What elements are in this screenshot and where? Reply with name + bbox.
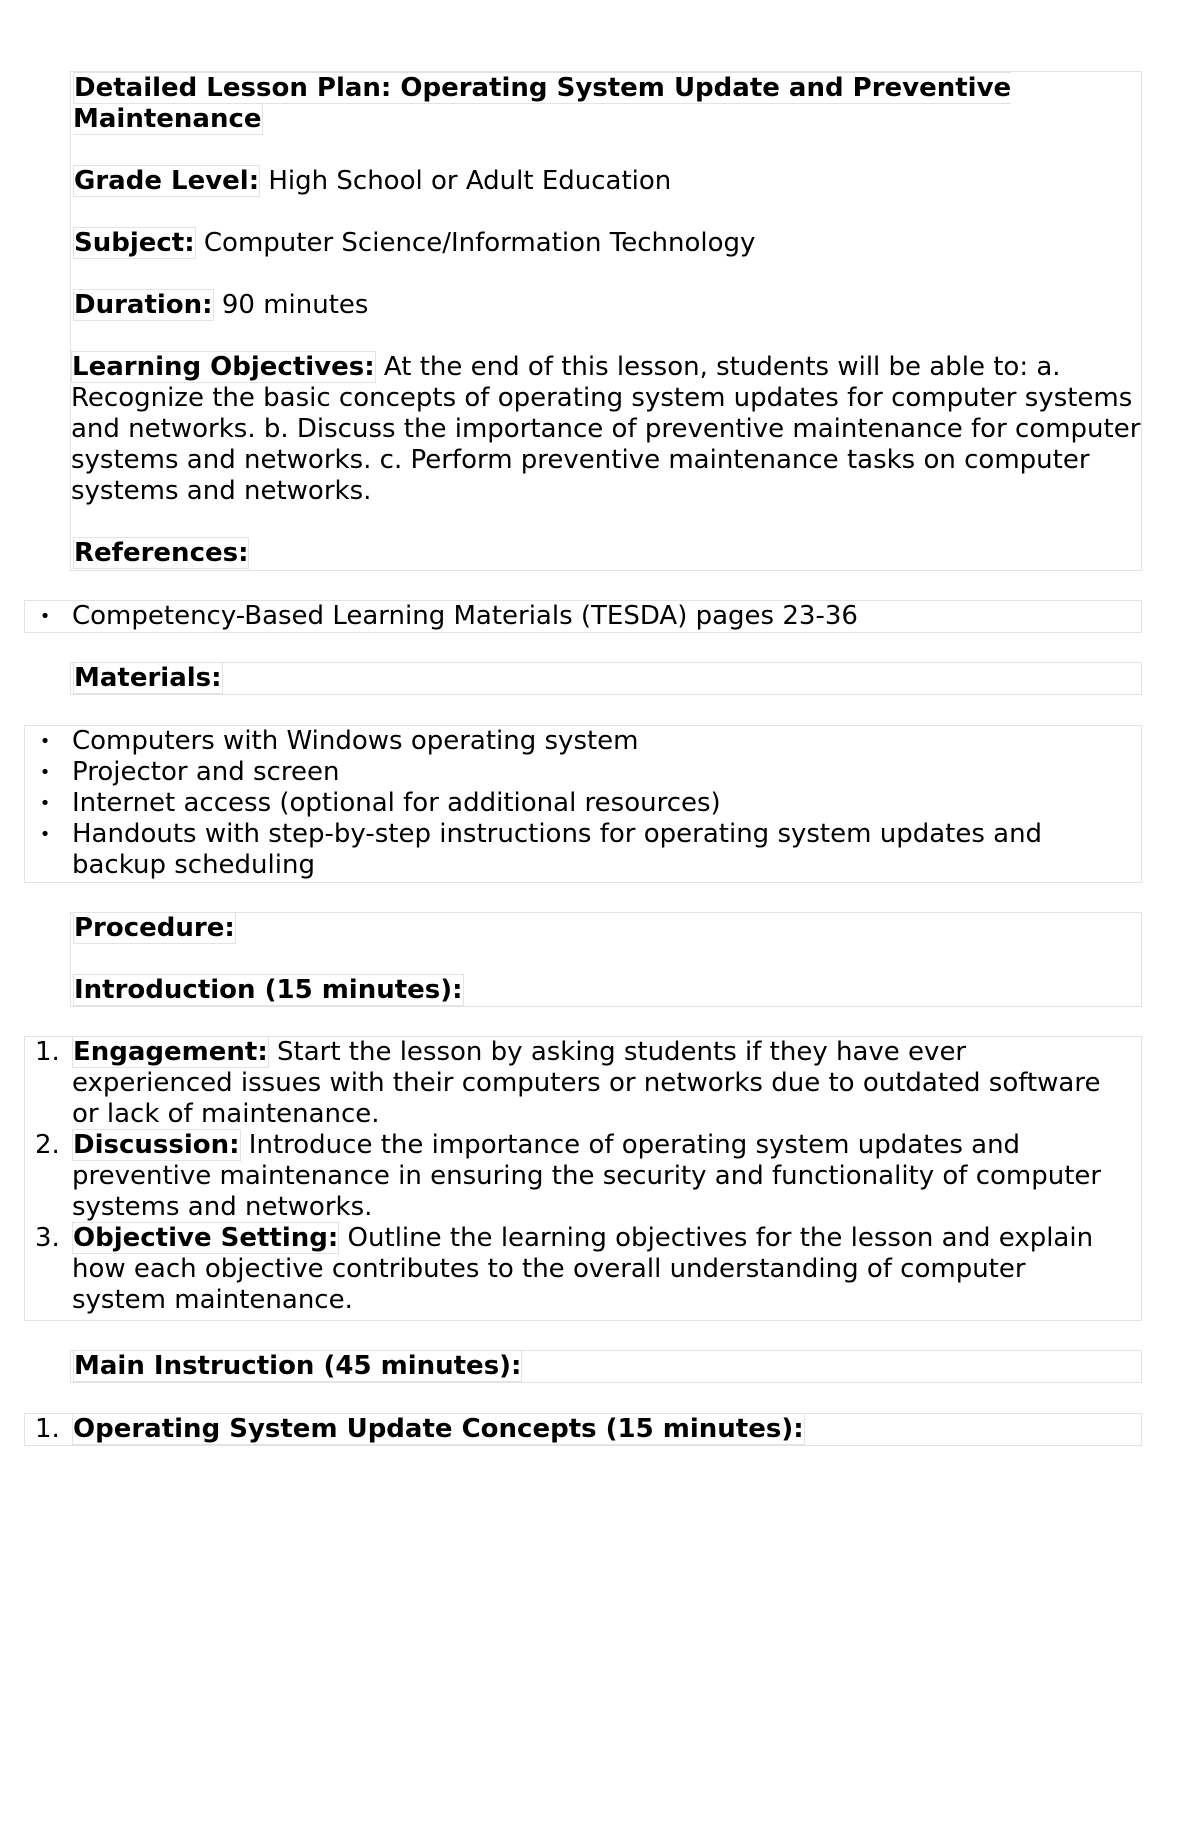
- main-instruction-list: [24, 1413, 1142, 1446]
- introduction-label: Introduction (15 minutes):: [74, 975, 463, 1005]
- references-heading: [73, 538, 1141, 569]
- bullet-icon: •: [39, 793, 51, 814]
- item-label: Operating System Update Concepts (15 minutes):: [73, 1414, 804, 1444]
- list-item: [25, 788, 1141, 819]
- subject-row: [73, 228, 1141, 259]
- grade-level-label: Grade Level:: [74, 166, 260, 196]
- list-item: [25, 1037, 1127, 1130]
- list-item: [25, 726, 1141, 757]
- reference-text: Competency-Based Learning Materials (TESDA) pages 23-36: [72, 601, 858, 631]
- duration-value: 90 minutes: [213, 290, 369, 320]
- item-text: Introduce the importance of operating system updates and preventive maintenance in ensuring the security and functionality of computer systems and networks.: [72, 1130, 1102, 1222]
- materials-heading: [70, 662, 1142, 695]
- bullet-icon: •: [39, 731, 51, 752]
- procedure-label: Procedure:: [74, 913, 235, 943]
- item-text: Start the lesson by asking students if they have ever experienced issues with their computers or networks due to outdated software or lack of maintenance.: [72, 1037, 1101, 1129]
- grade-level-value: High School or Adult Education: [260, 166, 672, 196]
- item-number: 2.: [35, 1130, 60, 1160]
- title-text: Detailed Lesson Plan: Operating System Update and Preventive Maintenance: [73, 73, 1012, 134]
- item-label: Engagement:: [73, 1037, 268, 1067]
- references-list: [24, 600, 1142, 633]
- materials-list: [24, 725, 1142, 883]
- list-item: [25, 1130, 1127, 1223]
- list-item: [25, 1223, 1127, 1316]
- bullet-icon: •: [39, 824, 51, 845]
- duration-row: [73, 290, 1141, 321]
- list-item: [25, 601, 1141, 632]
- duration-label: Duration:: [74, 290, 213, 320]
- procedure-heading: [73, 913, 1141, 944]
- material-text: Internet access (optional for additional resources): [72, 788, 721, 818]
- list-item: [25, 1414, 1141, 1445]
- materials-label: Materials:: [74, 663, 222, 693]
- list-item: [25, 757, 1141, 788]
- subject-value: Computer Science/Information Technology: [195, 228, 756, 258]
- references-label: References:: [74, 538, 249, 568]
- introduction-heading: [73, 975, 1141, 1006]
- page-title: [73, 73, 1073, 135]
- bullet-icon: •: [39, 762, 51, 783]
- objectives-row: [71, 352, 1141, 507]
- lesson-header-section: [70, 71, 1142, 571]
- item-label: Discussion:: [73, 1130, 240, 1160]
- procedure-section: [70, 912, 1142, 1007]
- objectives-value: At the end of this lesson, students will be able to: a. Recognize the basic concepts of operating system updates for computer systems and networks. b. Discuss the importance of preventive maintenance for computer systems and networks. c. Perform preventive maintenance tasks on computer systems and networks.: [71, 352, 1141, 506]
- item-number: 3.: [35, 1223, 60, 1253]
- item-text: Outline the learning objectives for the lesson and explain how each objective contributes to the overall understanding of computer system maintenance.: [72, 1223, 1094, 1315]
- item-label: Objective Setting:: [73, 1223, 339, 1253]
- grade-level-row: [73, 166, 1141, 197]
- main-instruction-label: Main Instruction (45 minutes):: [74, 1351, 522, 1381]
- item-number: 1.: [35, 1037, 60, 1067]
- objectives-label: Learning Objectives:: [72, 352, 375, 382]
- material-text: Computers with Windows operating system: [72, 726, 639, 756]
- subject-label: Subject:: [74, 228, 195, 258]
- main-instruction-heading: [70, 1350, 1142, 1383]
- bullet-icon: •: [39, 606, 51, 627]
- introduction-list: [24, 1036, 1142, 1321]
- material-text: Projector and screen: [72, 757, 340, 787]
- item-number: 1.: [35, 1414, 60, 1444]
- material-text: Handouts with step-by-step instructions for operating system updates and backup scheduling: [72, 819, 1043, 880]
- list-item: [25, 819, 1112, 881]
